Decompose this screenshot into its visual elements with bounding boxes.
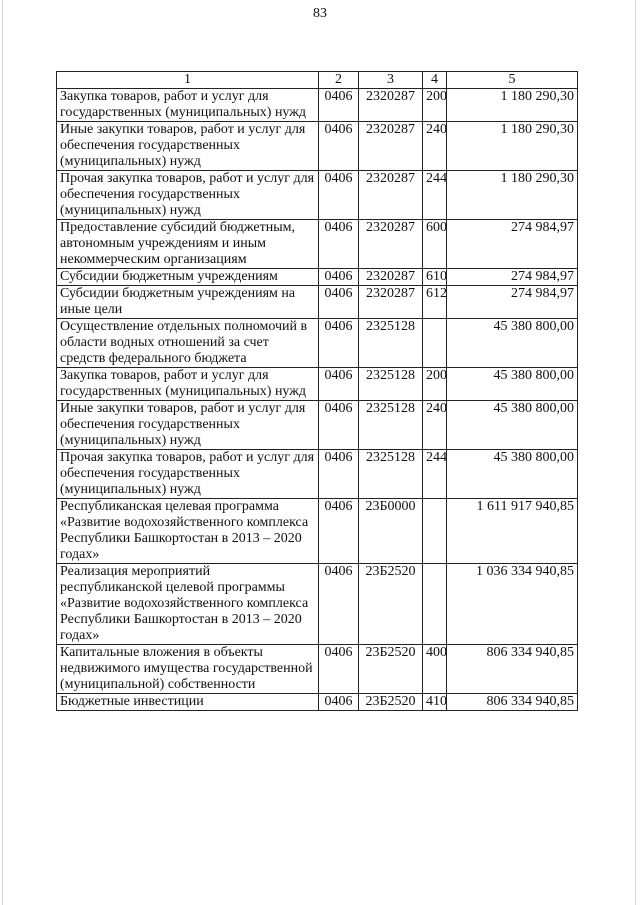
row-expense-type: [423, 499, 447, 564]
table-row: [57, 645, 578, 694]
row-section-code: 0406: [319, 171, 359, 220]
row-expense-type: [423, 564, 447, 645]
row-amount: 45 380 800,00: [447, 319, 578, 368]
row-section-code: 0406: [319, 269, 359, 286]
row-category-code: 2320287: [359, 171, 423, 220]
header-row: [57, 72, 578, 89]
row-section-code: 0406: [319, 694, 359, 711]
row-category-code: 2320287: [359, 286, 423, 319]
table-row: [57, 89, 578, 122]
table-row: [57, 694, 578, 711]
row-name: Реализация мероприятий республиканской целевой программы «Развитие водохозяйственного комплекса Республики Башкортостан в 2013 – 2020 годах»: [57, 564, 319, 645]
row-category-code: 23Б2520: [359, 564, 423, 645]
row-amount: 45 380 800,00: [447, 368, 578, 401]
row-amount: 806 334 940,85: [447, 694, 578, 711]
header-col-section: 2: [319, 72, 359, 89]
row-amount: 806 334 940,85: [447, 645, 578, 694]
row-amount: 1 036 334 940,85: [447, 564, 578, 645]
table-row: [57, 319, 578, 368]
row-category-code: 23Б2520: [359, 645, 423, 694]
row-amount: 274 984,97: [447, 286, 578, 319]
row-name: Бюджетные инвестиции: [57, 694, 319, 711]
row-amount: 274 984,97: [447, 269, 578, 286]
row-category-code: 2325128: [359, 368, 423, 401]
row-section-code: 0406: [319, 319, 359, 368]
row-category-code: 23Б0000: [359, 499, 423, 564]
row-section-code: 0406: [319, 286, 359, 319]
table-row: [57, 368, 578, 401]
row-name: Предоставление субсидий бюджетным, автономным учреждениям и иным некоммерческим организациям: [57, 220, 319, 269]
row-expense-type: 240: [423, 122, 447, 171]
row-amount: 1 180 290,30: [447, 122, 578, 171]
scan-edge-left: [2, 0, 3, 905]
row-section-code: 0406: [319, 450, 359, 499]
row-amount: 45 380 800,00: [447, 450, 578, 499]
table-row: [57, 499, 578, 564]
table-row: [57, 450, 578, 499]
row-expense-type: 400: [423, 645, 447, 694]
table-body: [57, 89, 578, 711]
row-name: Республиканская целевая программа «Развитие водохозяйственного комплекса Республики Башкортостан в 2013 – 2020 годах»: [57, 499, 319, 564]
row-amount: 45 380 800,00: [447, 401, 578, 450]
row-amount: 1 611 917 940,85: [447, 499, 578, 564]
row-category-code: 2325128: [359, 450, 423, 499]
header-col-category: 3: [359, 72, 423, 89]
row-name: Закупка товаров, работ и услуг для государственных (муниципальных) нужд: [57, 89, 319, 122]
row-category-code: 2320287: [359, 220, 423, 269]
row-name: Иные закупки товаров, работ и услуг для обеспечения государственных (муниципальных) нужд: [57, 401, 319, 450]
row-section-code: 0406: [319, 564, 359, 645]
row-section-code: 0406: [319, 89, 359, 122]
row-name: Капитальные вложения в объекты недвижимого имущества государственной (муниципальной) собственности: [57, 645, 319, 694]
row-expense-type: 240: [423, 401, 447, 450]
row-expense-type: 600: [423, 220, 447, 269]
header-col-type: 4: [423, 72, 447, 89]
table-row: [57, 564, 578, 645]
row-section-code: 0406: [319, 645, 359, 694]
row-name: Прочая закупка товаров, работ и услуг для обеспечения государственных (муниципальных) нужд: [57, 171, 319, 220]
row-category-code: 2320287: [359, 89, 423, 122]
row-name: Закупка товаров, работ и услуг для государственных (муниципальных) нужд: [57, 368, 319, 401]
row-category-code: 2325128: [359, 401, 423, 450]
page-number: 83: [313, 6, 327, 21]
row-expense-type: 244: [423, 450, 447, 499]
row-name: Осуществление отдельных полномочий в области водных отношений за счет средств федерального бюджета: [57, 319, 319, 368]
row-section-code: 0406: [319, 499, 359, 564]
row-amount: 274 984,97: [447, 220, 578, 269]
scan-edge-right: [635, 0, 636, 905]
row-name: Субсидии бюджетным учреждениям на иные цели: [57, 286, 319, 319]
row-section-code: 0406: [319, 122, 359, 171]
table-row: [57, 122, 578, 171]
row-name: Субсидии бюджетным учреждениям: [57, 269, 319, 286]
header-col-amount: 5: [447, 72, 578, 89]
row-name: Иные закупки товаров, работ и услуг для обеспечения государственных (муниципальных) нужд: [57, 122, 319, 171]
table-row: [57, 220, 578, 269]
row-section-code: 0406: [319, 220, 359, 269]
row-section-code: 0406: [319, 401, 359, 450]
row-amount: 1 180 290,30: [447, 89, 578, 122]
row-category-code: 2320287: [359, 122, 423, 171]
row-expense-type: 244: [423, 171, 447, 220]
row-name: Прочая закупка товаров, работ и услуг для обеспечения государственных (муниципальных) нужд: [57, 450, 319, 499]
row-expense-type: 200: [423, 368, 447, 401]
table-row: [57, 401, 578, 450]
row-expense-type: 200: [423, 89, 447, 122]
row-expense-type: [423, 319, 447, 368]
table-row: [57, 171, 578, 220]
table-row: [57, 286, 578, 319]
row-category-code: 2320287: [359, 269, 423, 286]
row-section-code: 0406: [319, 368, 359, 401]
row-expense-type: 410: [423, 694, 447, 711]
row-category-code: 2325128: [359, 319, 423, 368]
header-col-name: 1: [57, 72, 319, 89]
budget-table: [56, 71, 578, 711]
row-expense-type: 610: [423, 269, 447, 286]
row-category-code: 23Б2520: [359, 694, 423, 711]
table-row: [57, 269, 578, 286]
row-expense-type: 612: [423, 286, 447, 319]
row-amount: 1 180 290,30: [447, 171, 578, 220]
